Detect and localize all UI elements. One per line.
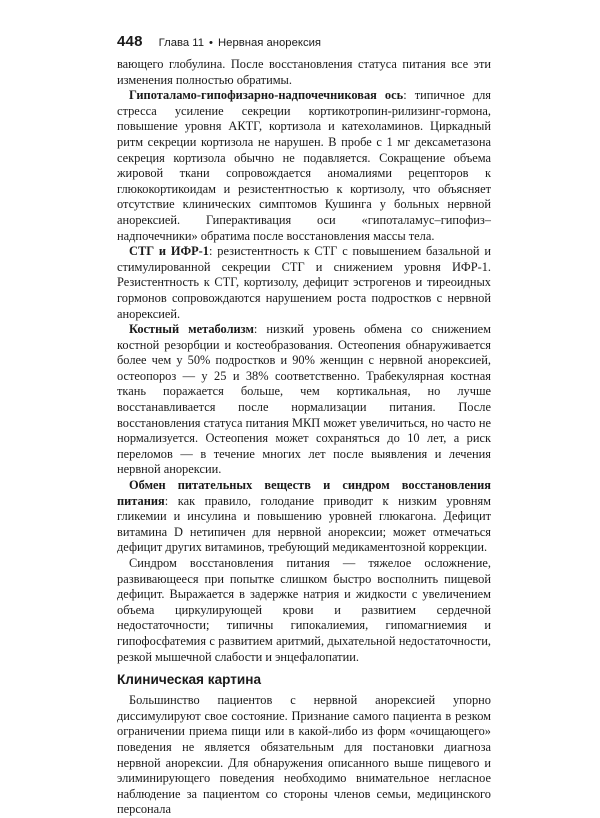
paragraph	[117, 478, 491, 556]
paragraph-text: : низкий уровень обмена со снижением костной резорбции и костеобразования. Остеопения обнаруживается более чем у 50% подростков и 90% женщин с нервной анорексией, остеопороз — у 25 и 38% соответственно. Трабекулярная костная ткань поражается больше, чем кортикальная, но лучше восстанавливается после нормализации питания. После восстановления статуса питания МКП может увеличиться, но часто не нормализуется. Остеопения может сохраняться до 10 лет, а риск переломов — в течение многих лет после выявления и лечения нервной анорексии.	[117, 322, 491, 477]
section-heading: Клиническая картина	[117, 672, 262, 688]
paragraph-text: Синдром восстановления питания — тяжелое осложнение, развивающееся при попытке слишком быстро восполнить пищевой дефицит. Выражается в задержке натрия и жидкости с увеличением объема циркулирующей крови и развитием сердечной недостаточности; типичны гипокалиемия, гипомагниемия и гипофосфатемия с развитием аритмий, дыхательной недостаточности, резкой мышечной слабости и энцефалопатии.	[117, 556, 491, 664]
paragraph-text: : типичное для стресса усиление секреции кортикотропин-рилизинг-гормона, повышение уровня АКТГ, кортизола и катехоламинов. Циркадный ритм секреции кортизола не нарушен. В пробе с 1 мг дексаметазона секреция кортизола обычно не подавляется. Сокращение объема жировой ткани сопровождается аномалиями рецепторов к глюкокортикоидам и резистентностью к кортизолу, что объясняет отсутствие клинических симптомов Кушинга у больных нервной анорексией. Гиперактивация оси «гипоталамус–гипофиз–надпочечники» обратима после восстановления массы тела.	[117, 88, 491, 243]
paragraph-text: вающего глобулина. После восстановления статуса питания все эти изменения полностью обратимы.	[117, 57, 491, 87]
paragraph-lead: Костный метаболизм	[129, 322, 254, 337]
paragraph	[117, 693, 491, 818]
running-header	[117, 33, 491, 57]
paragraph	[117, 556, 491, 665]
chapter-label: Глава 11	[158, 37, 205, 49]
paragraph	[117, 88, 491, 244]
paragraph	[117, 244, 491, 322]
paragraph-text: : резистентность к СТГ с повышением базальной и стимулированной секреции СТГ и снижением уровня ИФР-1. Резистентность к СТГ, кортизолу, дефицит эстрогенов и тиреоидных гормонов сопровождаются нарушением роста подростков с нервной анорексией.	[117, 244, 491, 321]
paragraph-text: : как правило, голодание приводит к низким уровням гликемии и инсулина и повышению уровней глюкагона. Дефицит витамина D нетипичен для нервной анорексии; может отмечаться дефицит других витаминов, требующий медикаментозной коррекции.	[117, 493, 491, 555]
chapter-heading	[159, 37, 321, 49]
paragraph	[117, 57, 491, 88]
body-text	[117, 57, 491, 818]
paragraph-text: Большинство пациентов с нервной анорексией упорно диссимулируют свое состояние. Признание самого пациента в резком ограничении приема пищи или в какой-либо из форм «очищающего» поведения не является обязательным для постановки диагноза нервной анорексии. Для обнаружения описанного выше пищевого и элиминирующего поведения необходимо внимательное негласное наблюдение за пациентом со стороны членов семьи, медицинского персонала	[117, 693, 491, 817]
paragraph	[117, 322, 491, 478]
paragraph-lead: Обмен питательных веществ и синдром восстановления питания	[117, 478, 491, 508]
paragraph-lead: Гипоталамо-гипофизарно-надпочечниковая ось	[129, 88, 404, 103]
book-page	[117, 33, 491, 818]
paragraph-lead: СТГ и ИФР-1	[129, 244, 210, 259]
chapter-title: Нервная анорексия	[218, 37, 322, 49]
page-number: 448	[117, 33, 143, 50]
bullet-separator: •	[209, 37, 213, 49]
